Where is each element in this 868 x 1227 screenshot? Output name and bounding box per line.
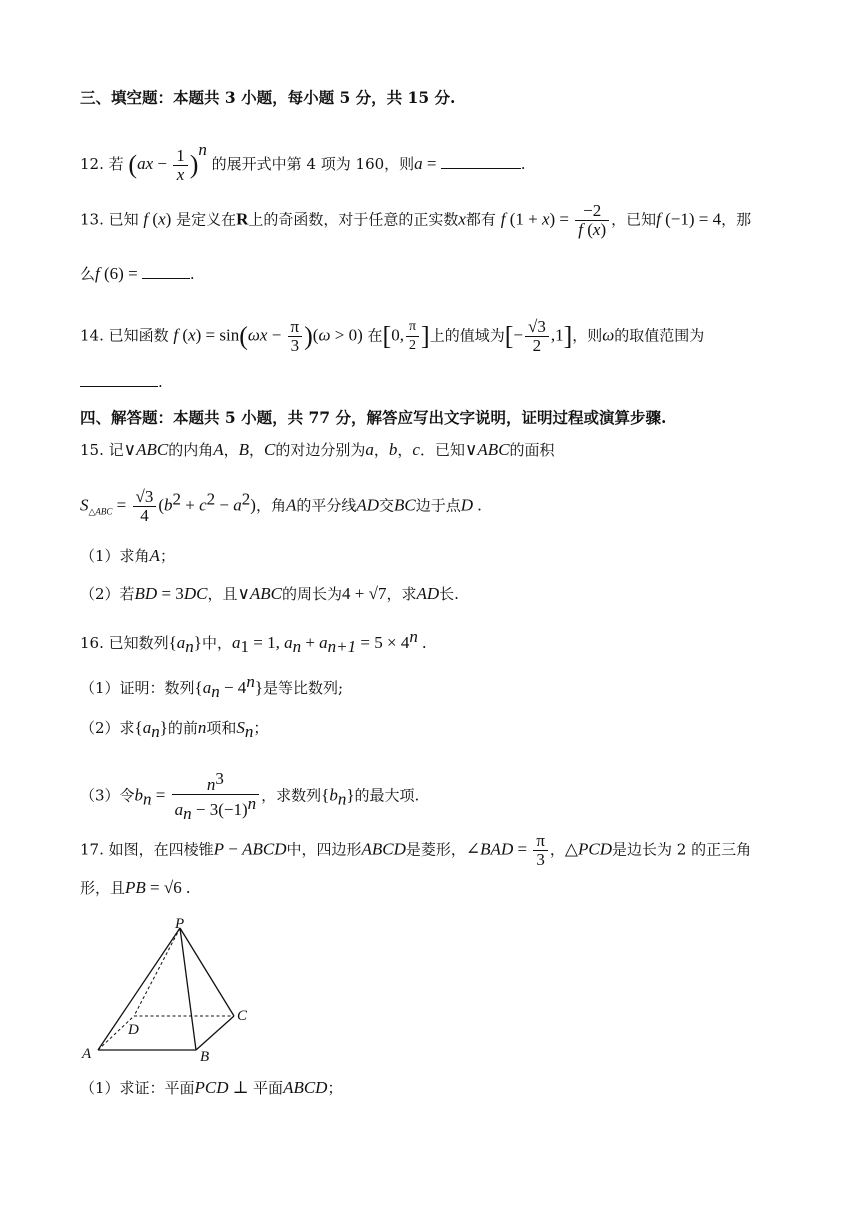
q16-p2c: 项和 bbox=[206, 719, 237, 737]
q16-p1b: 是等比数列; bbox=[262, 679, 344, 697]
q13-t5: ，那 bbox=[721, 210, 752, 229]
q15-t3: ．已知 bbox=[419, 441, 465, 459]
q12-text: 的展开式中第 4 项为 160，则 bbox=[211, 155, 415, 173]
question-17: 17. 如图，在四棱锥P − ABCD中，四边形ABCD是菱形，∠BAD = $\frac{\pi}{3}$ ，△PCD是边长为 2 的正三角 bbox=[80, 831, 752, 869]
q16-fraction: $\frac{n^3}{a_n - 3(-1)^n}$ bbox=[172, 770, 260, 823]
label-C: C bbox=[237, 1008, 248, 1024]
q12-answer-blank bbox=[441, 154, 521, 169]
q15-p2c: 的周长为 bbox=[282, 585, 343, 603]
q17-part1: （1）求证：平面PCD ⊥ 平面ABCD； bbox=[80, 1078, 343, 1097]
q13-t3: 都有 bbox=[465, 210, 496, 229]
q12-fraction: $\frac{1}{x}$ bbox=[173, 147, 188, 184]
q14-t4: 的取值范围为 bbox=[614, 326, 705, 345]
q17-number: 17. 如图，在四棱锥 bbox=[80, 840, 214, 859]
q13-t4: ，已知 bbox=[611, 210, 657, 229]
q15-t2: 的对边分别为 bbox=[275, 441, 366, 459]
q12-number: 12. 若 bbox=[80, 155, 124, 173]
edge-PD-hidden bbox=[134, 928, 180, 1016]
q16-p3b: ，求数列 bbox=[261, 786, 322, 805]
q12-var: a bbox=[414, 154, 423, 173]
q14-t1: 在 bbox=[367, 326, 383, 345]
q14-fraction-pi3: $\frac{\pi}{3}$ bbox=[288, 318, 303, 355]
q14-fraction-pi2: $\frac{\pi}{2}$ bbox=[406, 318, 419, 355]
q16-part3: （3）令$b_n$ = $\frac{n^3}{a_n - 3(-1)^n}$ ，求数列$\{b_n\}$的最大项. bbox=[80, 769, 420, 823]
q15-number: 15. 记 bbox=[80, 441, 124, 459]
q17-fraction: $\frac{\pi}{3}$ bbox=[533, 832, 548, 869]
section-4-title: 四、解答题：本题共 5 小题，共 77 分，解答应写出文字说明，证明过程或演算步骤. bbox=[80, 408, 667, 427]
q15-p2e: 长. bbox=[439, 585, 459, 603]
q14-t2: 上的值域为 bbox=[429, 326, 505, 345]
q15-fraction: $\frac{√3}{4}$ bbox=[133, 488, 157, 525]
q15-p1: （1）求角 bbox=[80, 547, 150, 565]
question-15-line2: $S_{\triangle ABC}$ = $\frac{√3}{4}$ $(b^2 + c^2 - a^2)$，角A的平分线AD交BC边于点D . bbox=[80, 487, 482, 525]
q13-t1: 是定义在 bbox=[176, 210, 237, 229]
q16-part2: （2）求$\{a_n\}$的前n项和$S_n$； bbox=[80, 718, 269, 741]
q12-eq: = bbox=[422, 154, 441, 173]
q14-number: 14. 已知函数 bbox=[80, 326, 169, 345]
q13-number: 13. 已知 bbox=[80, 210, 139, 229]
q17-line2: 形，且 bbox=[80, 879, 126, 897]
q17-t1: 中，四边形 bbox=[286, 840, 362, 859]
q16-p1a: （1）证明：数列 bbox=[80, 679, 195, 697]
question-15: 15. 记∨ABC的内角A，B，C的对边分别为a，b，c．已知∨ABC的面积 bbox=[80, 440, 555, 459]
question-14-line2 bbox=[80, 372, 163, 392]
edge-PC bbox=[180, 928, 234, 1016]
edge-PA bbox=[98, 928, 180, 1050]
label-P: P bbox=[175, 918, 185, 932]
q15-t5: ，角 bbox=[255, 496, 286, 515]
question-13: 13. 已知 f (x) 是定义在R上的奇函数，对于任意的正实数x都有 f (1 + x) = $\frac{-2}{f (x)}$ ，已知f (−1) = 4，那 bbox=[80, 201, 752, 239]
q16-p2a: （2）求 bbox=[80, 719, 135, 737]
q15-p2d: ，求 bbox=[386, 585, 417, 603]
q17-t3: ， bbox=[549, 840, 565, 859]
q14-answer-blank bbox=[80, 372, 158, 387]
question-14: 14. 已知函数 f (x) = sin(ωx − $\frac{\pi}{3}$ )(ω > 0) 在[0, $\frac{\pi}{2}$ ]上的值域为[− $\frac{√3}{2}$ ,1]，则ω的取值范围为 bbox=[80, 317, 705, 355]
q14-fraction-sqrt3: $\frac{√3}{2}$ bbox=[525, 318, 549, 355]
q17-p1a: （1）求证：平面 bbox=[80, 1079, 195, 1097]
question-17-line2: 形，且PB = √6 . bbox=[80, 878, 191, 897]
label-B: B bbox=[200, 1049, 210, 1065]
q16-p2b: 的前 bbox=[167, 719, 198, 737]
q15-t6: 的平分线 bbox=[296, 496, 357, 515]
q15-p2a: （2）若 bbox=[80, 585, 135, 603]
q12-end: . bbox=[520, 155, 526, 173]
q13-t2: 上的奇函数，对于任意的正实数 bbox=[248, 210, 459, 229]
section-3-title: 三、填空题：本题共 3 小题，每小题 5 分，共 15 分. bbox=[80, 88, 456, 107]
q14-t3: ，则 bbox=[572, 326, 603, 345]
q15-part2: （2）若BD = 3DC，且∨ABC的周长为4 + √7，求AD长. bbox=[80, 584, 459, 603]
q17-t2: 是菱形， bbox=[405, 840, 466, 859]
pyramid-figure bbox=[78, 918, 258, 1068]
question-12: 12. 若 (ax − $\frac{1}{x}$ )$^n$ 的展开式中第 4 项为 160，则a = . bbox=[80, 140, 526, 184]
q16-p3c: 的最大项. bbox=[354, 786, 420, 805]
q16-part1: （1）证明：数列$\{a_n - 4^n\}$是等比数列; bbox=[80, 672, 344, 701]
q14-end: . bbox=[158, 373, 163, 391]
label-D: D bbox=[128, 1022, 139, 1038]
q16-number: 16. 已知数列 bbox=[80, 634, 169, 652]
q15-t7: 交 bbox=[379, 496, 395, 515]
q15-part1: （1）求角A； bbox=[80, 546, 175, 565]
question-13-line2: 么f (6) = . bbox=[80, 264, 195, 283]
q12-paren-open: ( bbox=[128, 150, 138, 179]
q15-p2b: ，且 bbox=[207, 585, 238, 603]
q13-answer-blank bbox=[142, 264, 190, 279]
edge-BC bbox=[196, 1016, 234, 1050]
q13-line2: 么 bbox=[80, 265, 96, 283]
edge-PB bbox=[180, 928, 196, 1050]
q12-paren-close: ) bbox=[189, 150, 199, 179]
q16-t1: 中， bbox=[201, 634, 232, 652]
question-16: 16. 已知数列$\{a_n\}$中，$a_1 = 1$, $a_n + a_{n+1} = 5 \times 4^n$ . bbox=[80, 627, 427, 656]
q15-t8: 边于点 bbox=[415, 496, 461, 515]
q17-p1b: 平面 bbox=[253, 1079, 284, 1097]
q15-t1: 的内角 bbox=[168, 441, 214, 459]
q13-fraction: $\frac{-2}{f (x)}$ bbox=[575, 202, 609, 239]
q15-t4: 的面积 bbox=[509, 441, 555, 459]
label-A: A bbox=[82, 1046, 92, 1062]
q16-p3a: （3）令 bbox=[80, 786, 135, 805]
q13-end: . bbox=[189, 265, 195, 283]
q13-R: R bbox=[236, 209, 249, 229]
q17-t4: 是边长为 2 的正三角 bbox=[612, 840, 752, 859]
